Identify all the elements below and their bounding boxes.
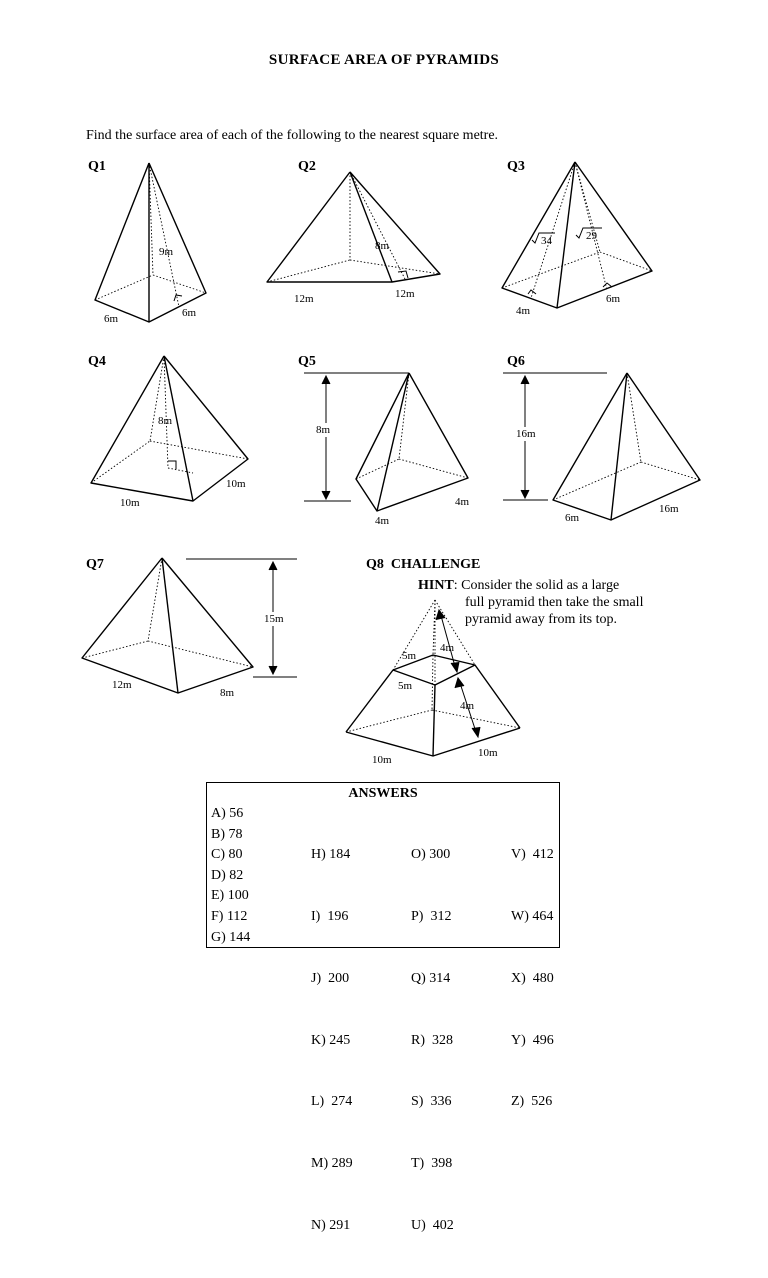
instruction-text: Find the surface area of each of the following to the nearest square metre. <box>86 128 499 143</box>
answer-option: R) 328 <box>411 1032 453 1048</box>
question-label-q8: Q8 CHALLENGE <box>366 557 481 572</box>
question-label-q6: Q6 <box>507 354 525 369</box>
answer-option: W) 464 <box>511 908 554 924</box>
answer-option: P) 312 <box>411 908 452 924</box>
answer-option: O) 300 <box>411 847 451 863</box>
q3-root-34-label: 34 <box>541 235 552 247</box>
q8-frustum-slant-label: 4m <box>460 700 475 712</box>
question-label-q4: Q4 <box>88 354 106 369</box>
question-label-q1: Q1 <box>88 159 106 174</box>
answer-option: L) 274 <box>311 1094 353 1110</box>
q8-base-side-label-2: 10m <box>478 747 498 759</box>
answer-option: G) 144 <box>211 929 251 945</box>
q1-slant-height-label: 9m <box>159 246 174 258</box>
q5-base-side-label: 4m <box>375 515 390 527</box>
q2-slant-height-label: 8m <box>375 240 390 252</box>
q6-height-label: 16m <box>516 428 536 440</box>
q3-root-29-label: 29 <box>586 230 597 242</box>
q6-base-side-label-2: 16m <box>659 503 679 515</box>
q3-base-side-label: 4m <box>516 305 531 317</box>
question-label-q7: Q7 <box>86 557 104 572</box>
q7-height-label: 15m <box>264 613 284 625</box>
answers-column-1 <box>211 804 250 948</box>
answers-column-2 <box>311 804 353 1278</box>
answers-column-3 <box>411 804 454 1278</box>
answer-option: Q) 314 <box>411 970 451 986</box>
answer-option: N) 291 <box>311 1217 351 1233</box>
q1-base-side-label: 6m <box>104 313 119 325</box>
q6-base-side-label: 6m <box>565 512 580 524</box>
hint-label: HINT <box>418 578 454 593</box>
answers-heading: ANSWERS <box>348 786 418 801</box>
answer-option: H) 184 <box>311 847 351 863</box>
q8-small-slant-label: 4m <box>440 642 455 654</box>
hint-line-3: pyramid away from its top. <box>465 612 618 627</box>
answer-option: T) 398 <box>411 1156 453 1172</box>
answer-option: Z) 526 <box>511 1094 553 1110</box>
q7-base-side-label: 12m <box>112 679 132 691</box>
question-label-q2: Q2 <box>298 159 316 174</box>
q8-top-side-label: 5m <box>402 650 417 662</box>
q8-top-side-label-2: 5m <box>398 680 413 692</box>
answer-option: E) 100 <box>211 888 249 904</box>
answer-option: X) 480 <box>511 970 554 986</box>
answer-option: U) 402 <box>411 1217 454 1233</box>
answer-option: D) 82 <box>211 867 244 883</box>
answer-option: J) 200 <box>311 970 350 986</box>
answer-option: B) 78 <box>211 826 243 842</box>
q4-height-label: 8m <box>158 415 173 427</box>
q2-base-side-label: 12m <box>294 293 314 305</box>
answer-option: S) 336 <box>411 1094 452 1110</box>
q4-base-side-label: 10m <box>120 497 140 509</box>
answer-option: F) 112 <box>211 908 248 924</box>
q3-base-side-label-2: 6m <box>606 293 621 305</box>
answer-option: V) 412 <box>511 847 554 863</box>
hint-line-1: : Consider the solid as a large <box>453 578 620 593</box>
q5-base-side-label-2: 4m <box>455 496 470 508</box>
answers-column-4 <box>511 804 554 1154</box>
answer-option: Y) 496 <box>511 1032 554 1048</box>
q7-base-side-label-2: 8m <box>220 687 235 699</box>
hint-line-2: full pyramid then take the small <box>465 595 644 610</box>
question-label-q3: Q3 <box>507 159 525 174</box>
answer-option: M) 289 <box>311 1156 353 1172</box>
challenge-hint <box>418 577 643 628</box>
q1-base-side-label-2: 6m <box>182 307 197 319</box>
question-label-q5: Q5 <box>298 354 316 369</box>
answer-option: I) 196 <box>311 908 349 924</box>
answers-box <box>206 782 560 1233</box>
q5-height-label: 8m <box>316 424 331 436</box>
q4-base-side-label-2: 10m <box>226 478 246 490</box>
page-title: SURFACE AREA OF PYRAMIDS <box>268 52 500 68</box>
answer-option: C) 80 <box>211 847 243 863</box>
q2-base-side-label-2: 12m <box>395 288 415 300</box>
answer-option: K) 245 <box>311 1032 351 1048</box>
q8-base-side-label: 10m <box>372 754 392 766</box>
answer-option: A) 56 <box>211 806 244 821</box>
